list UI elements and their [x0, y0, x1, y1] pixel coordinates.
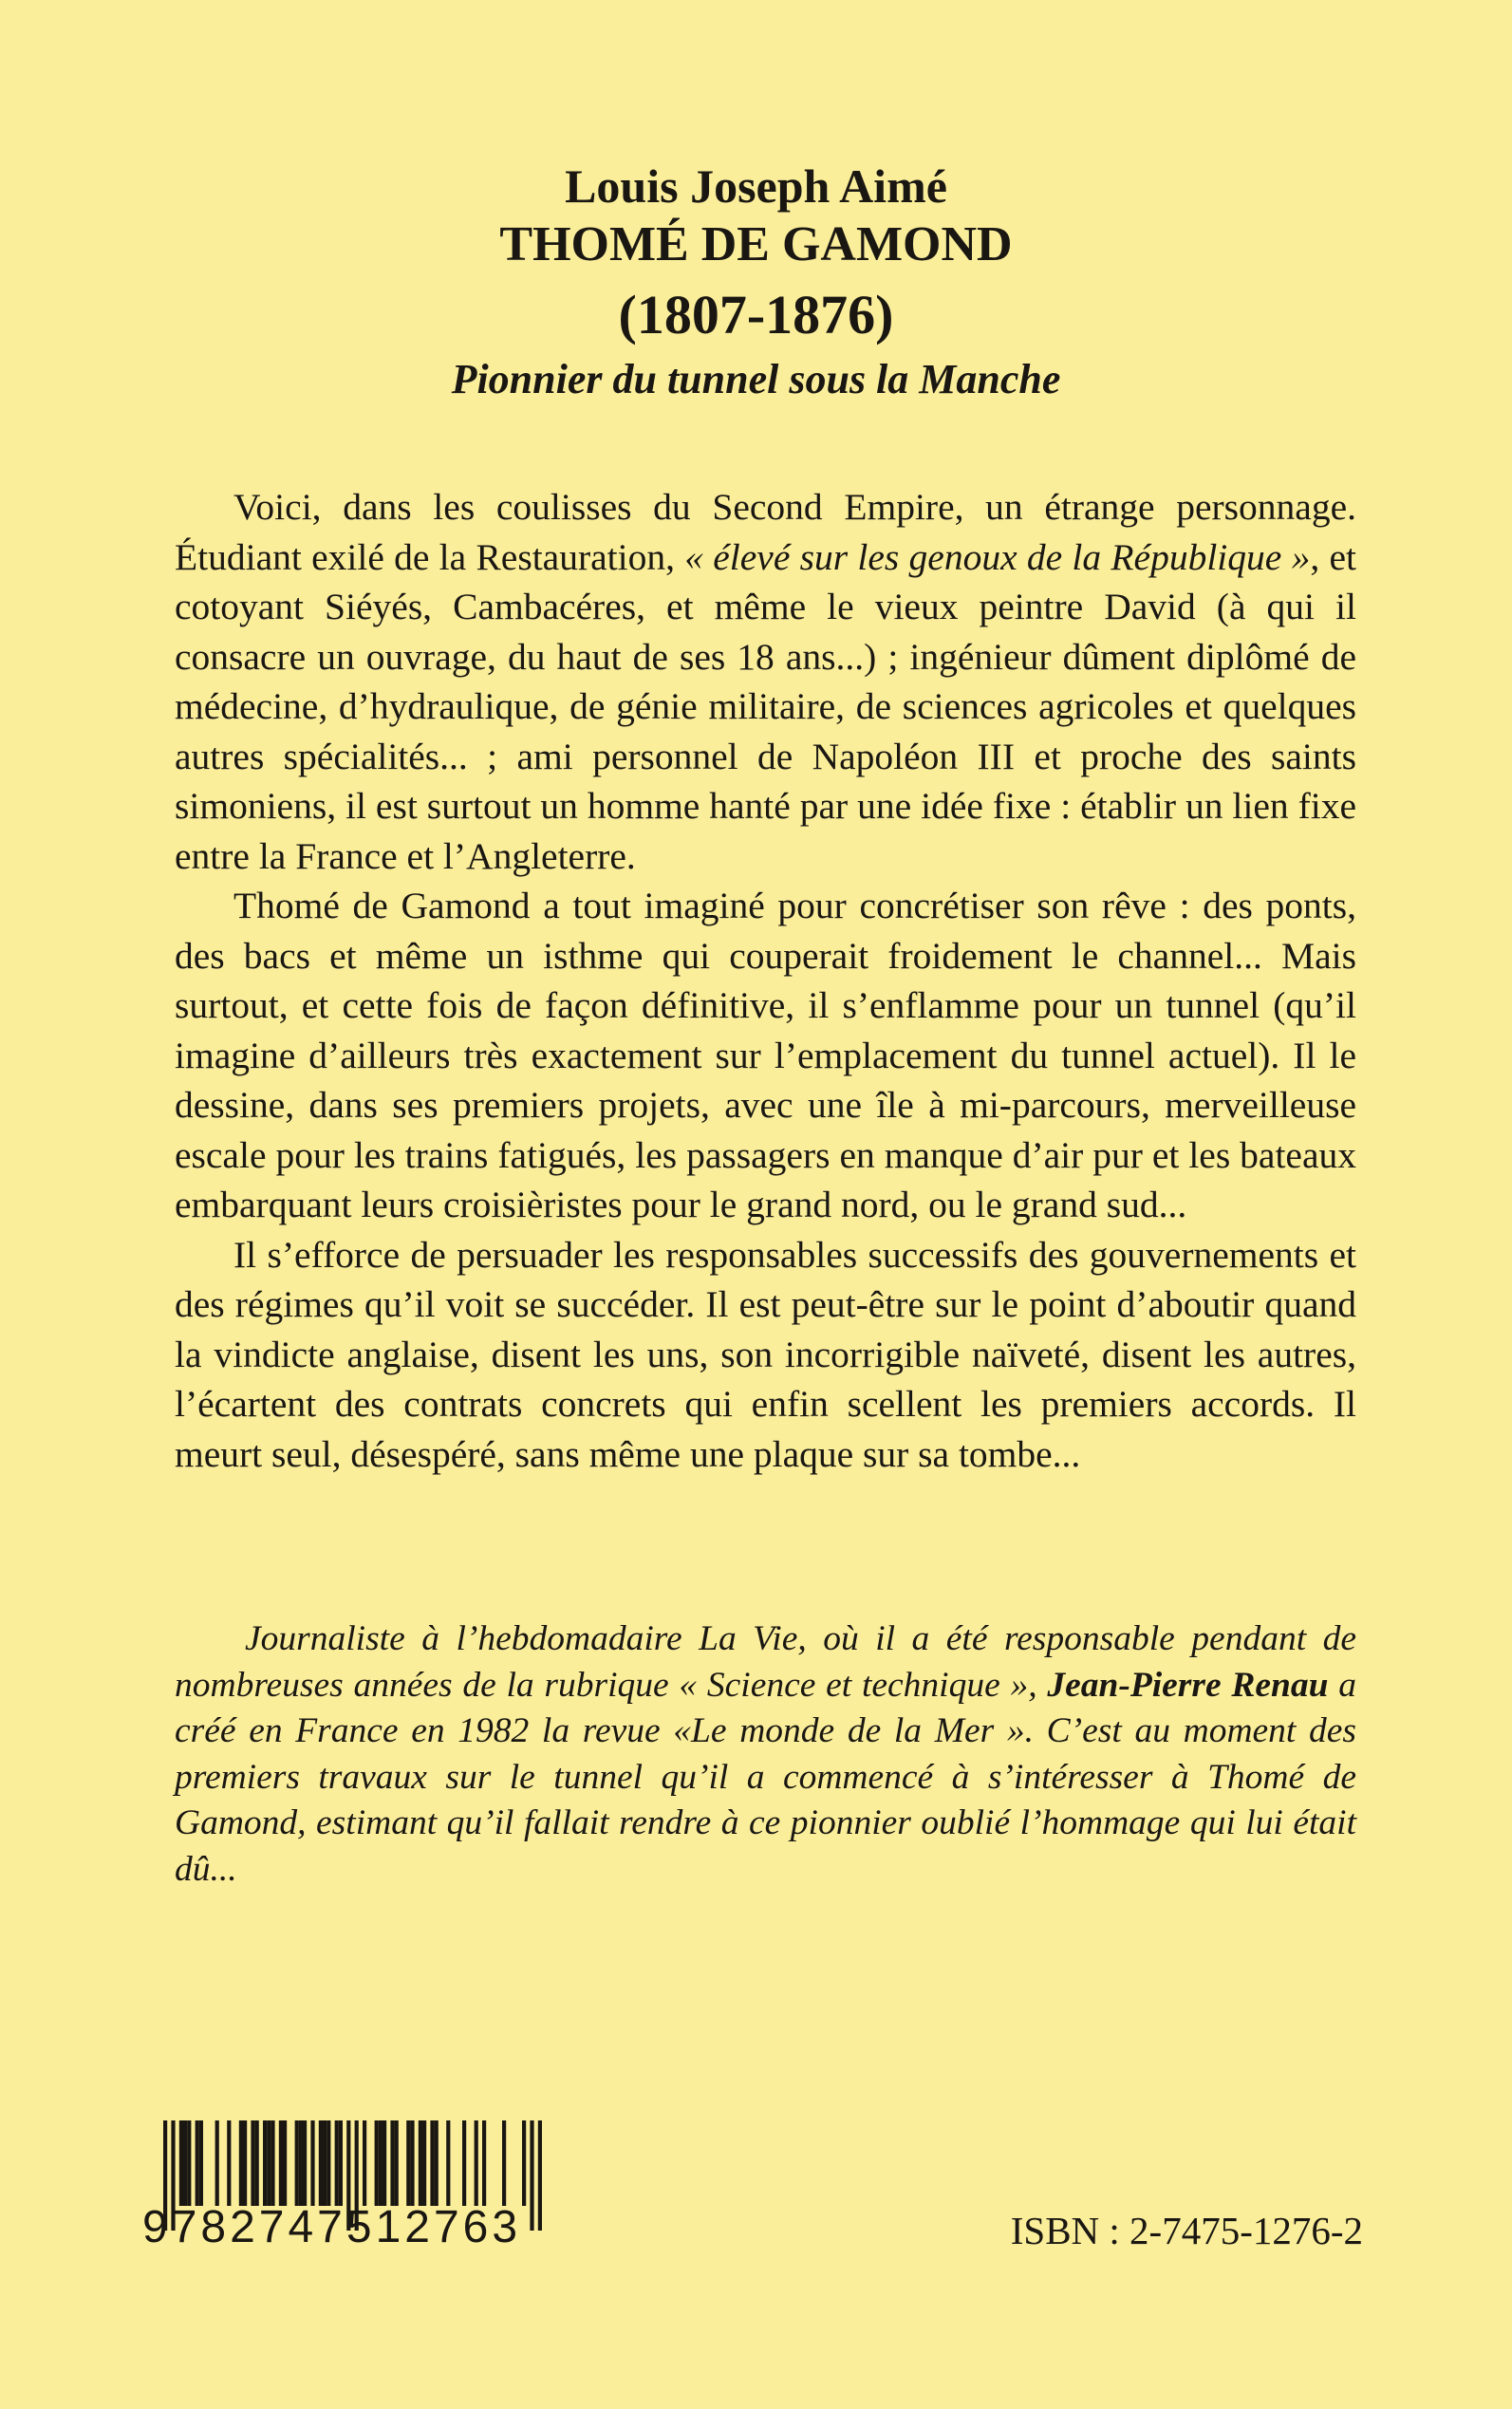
blurb-p1-end: , et cotoyant Siéyés, Cambacéres, et même le vieux peintre David (à qui il consacre un ouvrage, du haut de ses 18 ans...) ; ingénieur dûment diplômé de médecine, d’hydraulique, de génie militaire, de sciences agricoles et quelques autres spécialités... ; ami personnel de Napoléon III et proche des saints simoniens, il est surtout un homme hanté par une idée fixe : établir un lien fixe entre la France et l’Angleterre.	[175, 535, 1356, 877]
barcode-bar	[187, 2120, 191, 2206]
blurb-paragraph-3: Il s’efforce de persuader les responsables successifs des gouvernements et des régimes qu’il voit se succéder. Il est peut-être sur le point d’aboutir quand la vindicte anglaise, disent les uns, son incorrigible naïveté, disent les autres, l’écartent des contrats concrets qui enfin scellent les premiers accords. Il meurt seul, désespéré, sans même une plaque sur sa tombe...	[175, 1233, 1356, 1475]
barcode-bar	[263, 2120, 267, 2206]
barcode-bar	[379, 2120, 383, 2206]
barcode-bar	[319, 2120, 323, 2206]
life-dates: (1807-1876)	[618, 284, 894, 345]
barcode-bar	[383, 2120, 386, 2206]
barcode-bar	[475, 2120, 478, 2206]
blurb-p1-start: Voici, dans les coulisses du Second Empire, un étrange personnage. Étudiant exilé de la Restauration,	[175, 486, 1356, 578]
barcode-bar	[375, 2120, 379, 2206]
barcode-digits: 9782747512763	[142, 2202, 522, 2252]
title-block	[0, 158, 1512, 406]
blurb-p1-quote: « élevé sur les genoux de la République »	[684, 535, 1311, 578]
barcode-bar	[339, 2120, 343, 2206]
bio-end: a créé en France en 1982 la revue «Le monde de la Mer ». C’est au moment des premiers travaux sur le tunnel qu’il a commencé à s’intéresser à Thomé de Gamond, estimant qu’il fallait rendre à ce pionnier oublié l’hommage qui lui était dû...	[175, 1665, 1356, 1889]
bio-start: Journaliste à l’hebdomadaire La Vie, où il a été responsable pendant de nombreuses années de la rubrique « Science et technique »,	[175, 1619, 1356, 1705]
barcode-bar	[251, 2120, 254, 2206]
barcode-bar	[183, 2120, 187, 2206]
barcode-bar	[462, 2120, 466, 2206]
blurb-paragraph-2: Thomé de Gamond a tout imaginé pour concrétiser son rêve : des ponts, des bacs et même un isthme qui couperait froidement le channel... Mais surtout, et cette fois de façon définitive, il s’enflamme pour un tunnel (qu’il imagine d’ailleurs très exactement sur l’emplacement du tunnel actuel). Il le dessine, dans ses premiers projets, avec une île à mi-parcours, merveilleuse escale pour les trains fatigués, les passagers en manque d’air pur et les bateaux embarquant leurs croisièristes pour le grand nord, ou le grand sud...	[175, 885, 1356, 1225]
barcode-bar	[502, 2120, 506, 2206]
barcode-bar	[410, 2120, 414, 2206]
barcode-bar	[303, 2120, 307, 2206]
barcode-bar	[430, 2120, 434, 2206]
barcode-bar	[283, 2120, 287, 2206]
author-surname: THOMÉ DE GAMOND	[499, 217, 1013, 271]
blurb	[175, 482, 1356, 1479]
barcode-bar	[239, 2120, 243, 2206]
barcode-bar	[255, 2120, 259, 2206]
barcode-bar	[196, 2120, 199, 2206]
barcode-bar	[279, 2120, 283, 2206]
barcode-bar	[395, 2120, 399, 2206]
barcode-bar	[446, 2120, 450, 2206]
barcode-bar	[310, 2120, 314, 2206]
barcode-bar	[522, 2120, 526, 2206]
barcode-bar	[227, 2120, 231, 2206]
barcode-bar	[419, 2120, 422, 2206]
barcode-bar	[390, 2120, 394, 2206]
isbn: ISBN : 2-7475-1276-2	[1010, 2209, 1363, 2252]
author-bio-paragraph	[175, 1616, 1356, 1893]
barcode-bar	[363, 2120, 366, 2206]
author-bio	[175, 1616, 1356, 1893]
barcode-bar	[327, 2120, 330, 2206]
barcode-bar	[299, 2120, 303, 2206]
barcode-bar	[406, 2120, 410, 2206]
bio-author-name: Jean-Pierre Renau	[1047, 1665, 1329, 1705]
barcode-bar	[323, 2120, 327, 2206]
author-first-names: Louis Joseph Aimé	[565, 159, 947, 213]
book-subtitle: Pionnier du tunnel sous la Manche	[451, 356, 1061, 402]
barcode-bar	[271, 2120, 274, 2206]
barcode-bar	[267, 2120, 271, 2206]
barcode-bar	[295, 2120, 299, 2206]
blurb-paragraph-1	[175, 482, 1356, 881]
barcode-bar	[199, 2120, 203, 2206]
barcode-bar	[482, 2120, 486, 2206]
barcode-bar	[215, 2120, 219, 2206]
barcode-bar	[179, 2120, 183, 2206]
barcode-bar	[335, 2120, 339, 2206]
barcode-bar	[243, 2120, 247, 2206]
barcode-bar	[435, 2120, 439, 2206]
barcode-bar	[422, 2120, 426, 2206]
